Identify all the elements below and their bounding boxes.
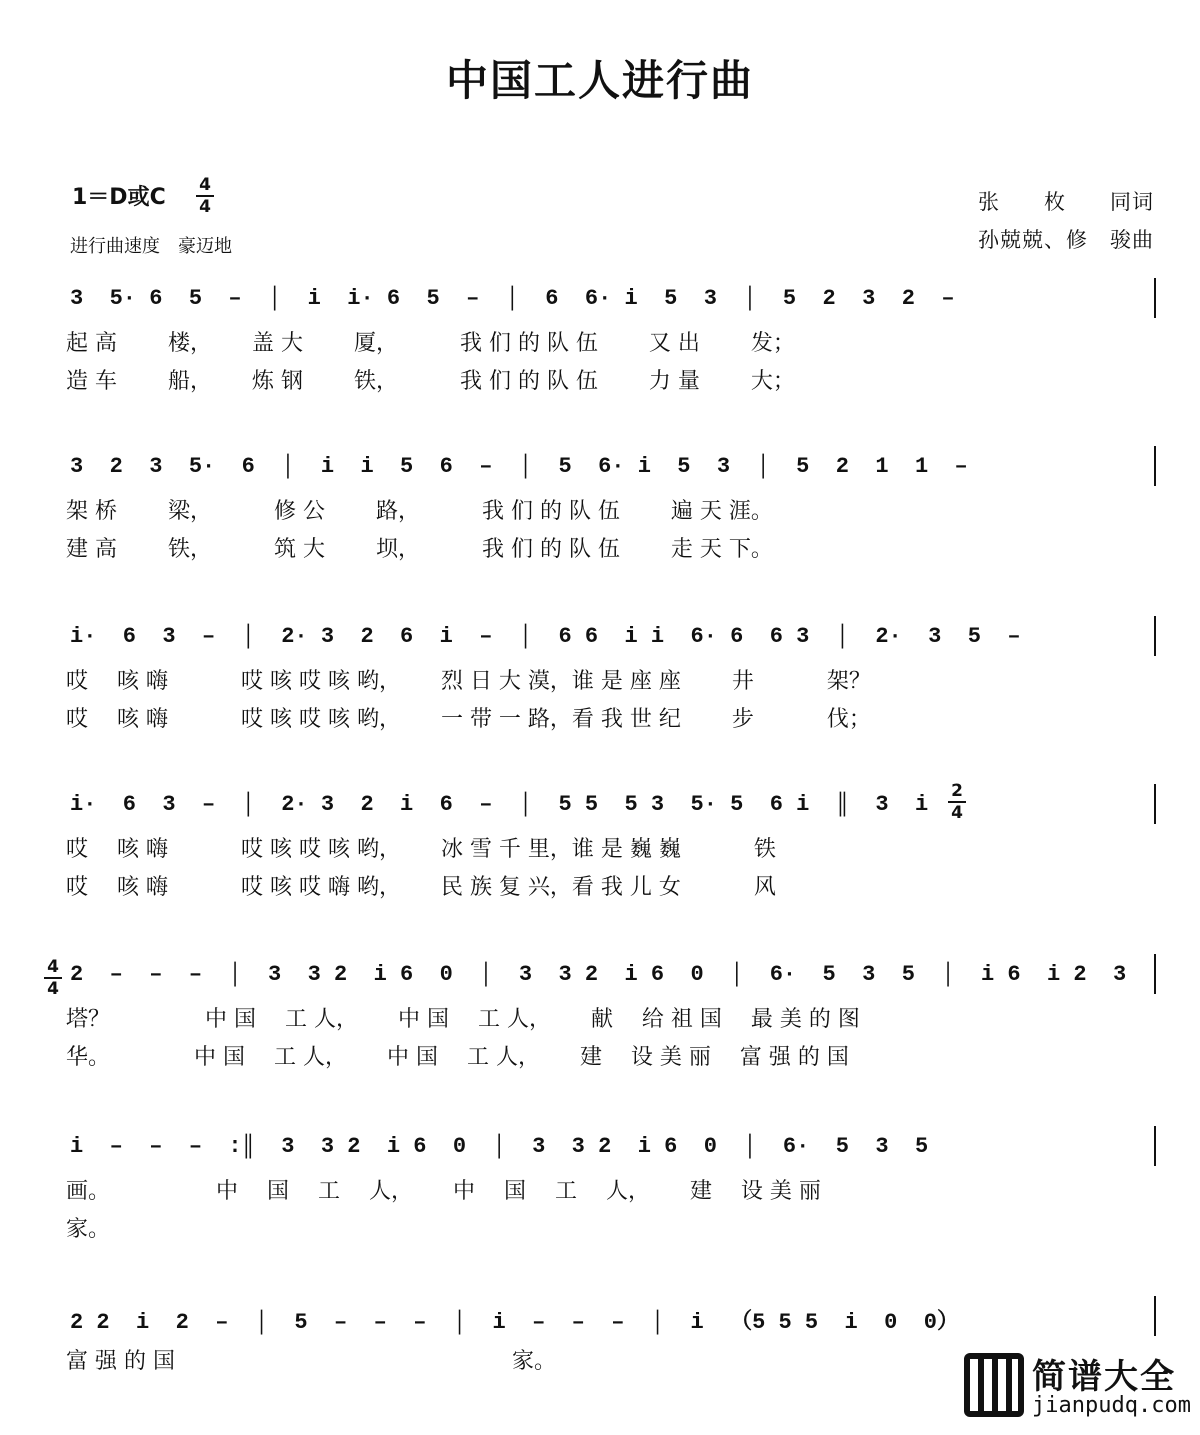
lyric-line: 家。 — [66, 1217, 111, 1242]
barline — [1154, 446, 1156, 486]
lyric-line: 华。 中 国 工 人， 中 国 工 人， 建 设 美 丽 富 强 的 国 — [66, 1045, 849, 1070]
key-signature: 1＝D或C — [72, 185, 166, 210]
barline — [1154, 1126, 1156, 1166]
lyric-line: 画。 中 国 工 人， 中 国 工 人， 建 设 美 丽 — [66, 1179, 821, 1204]
time-change-2-4-bottom: 4 — [951, 803, 963, 823]
barline — [1154, 278, 1156, 318]
barline — [1154, 616, 1156, 656]
lyric-line: 塔？ 中 国 工 人， 中 国 工 人， 献 给 祖 国 最 美 的 图 — [66, 1007, 860, 1032]
notation-row: 2 2 i 2 – │ 5 – – – │ i – – – │ i （5 5 5 i 0 0） — [70, 1310, 959, 1335]
barline — [1154, 954, 1156, 994]
time-signature — [196, 176, 214, 216]
composer-credit: 孙兢兢、修 骏曲 — [978, 228, 1154, 252]
notation-row: 3 2 3 5· 6 │ i i 5 6 – │ 5 6· i 5 3 │ 5 2 1 1 – — [70, 454, 968, 479]
tempo-marking: 进行曲速度 豪迈地 — [70, 236, 232, 257]
time-change-2-4 — [948, 782, 966, 822]
time-change-4-4-top: 4 — [47, 957, 59, 977]
notation-row: i· 6 3 – │ 2· 3 2 i 6 – │ 5 5 5 3 5· 5 6 i ║ 3 i — [70, 792, 929, 817]
page-title: 中国工人进行曲 — [445, 56, 754, 105]
time-change-4-4-bottom: 4 — [47, 979, 59, 999]
lyric-line: 哎 咳 嗨 哎 咳 哎 咳 哟， 烈 日 大 漠，谁 是 座 座 井 架？ — [66, 669, 871, 694]
lyricist-credit: 张 枚 同词 — [978, 190, 1154, 214]
time-signature-top: 4 — [199, 175, 211, 195]
lyric-line: 哎 咳 嗨 哎 咳 哎 咳 哟， 冰 雪 千 里，谁 是 巍 巍 铁 — [66, 837, 776, 862]
piano-icon — [964, 1353, 1024, 1417]
site-logo[interactable] — [964, 1349, 1194, 1425]
lyric-line: 富 强 的 国 家。 — [66, 1349, 556, 1374]
logo-name: 简谱大全 — [1032, 1357, 1176, 1397]
notation-row: 3 5· 6 5 – │ i i· 6 5 – │ 6 6· i 5 3 │ 5 2 3 2 – — [70, 286, 955, 311]
time-change-2-4-top: 2 — [951, 781, 963, 801]
lyric-line: 建 高 铁， 筑 大 坝， 我 们 的 队 伍 走 天 下。 — [66, 537, 773, 562]
notation-row: i – – – :║ 3 3 2 i 6 0 │ 3 3 2 i 6 0 │ 6· 5 3 5 — [70, 1134, 929, 1159]
barline — [1154, 1296, 1156, 1336]
logo-url: jianpudq.com — [1032, 1393, 1191, 1418]
time-signature-bottom: 4 — [199, 197, 211, 217]
time-change-4-4 — [44, 958, 62, 998]
lyric-line: 哎 咳 嗨 哎 咳 哎 嗨 哟， 民 族 复 兴，看 我 儿 女 风 — [66, 875, 776, 900]
lyric-line: 造 车 船， 炼 钢 铁， 我 们 的 队 伍 力 量 大； — [66, 369, 795, 394]
lyric-line: 哎 咳 嗨 哎 咳 哎 咳 哟， 一 带 一 路，看 我 世 纪 步 伐； — [66, 707, 871, 732]
lyric-line: 架 桥 梁， 修 公 路， 我 们 的 队 伍 遍 天 涯。 — [66, 499, 773, 524]
notation-row: 2 – – – │ 3 3 2 i 6 0 │ 3 3 2 i 6 0 │ 6· 5 3 5 │ i 6 i 2 3 — [70, 962, 1127, 987]
lyric-line: 起 高 楼， 盖 大 厦， 我 们 的 队 伍 又 出 发； — [66, 331, 795, 356]
barline — [1154, 784, 1156, 824]
notation-row: i· 6 3 – │ 2· 3 2 6 i – │ 6 6 i i 6· 6 6 3 │ 2· 3 5 – — [70, 624, 1021, 649]
